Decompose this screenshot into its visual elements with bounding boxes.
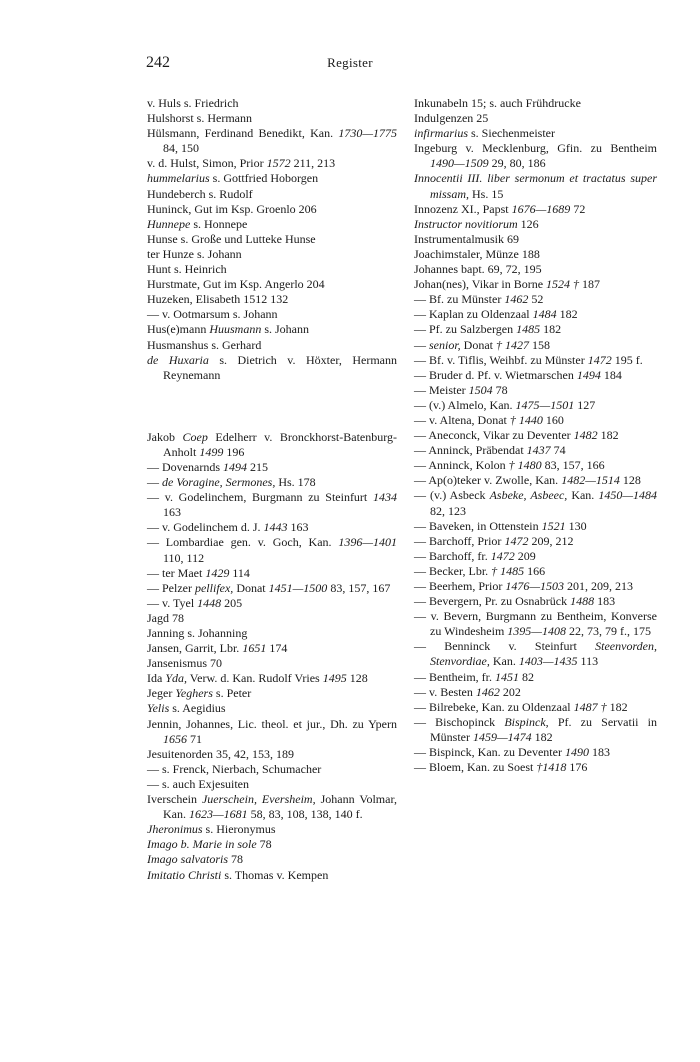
entry-text-segment: Jesuitenorden 35, 42, 153, 189 [147, 746, 294, 761]
entry-text-segment: 163 [287, 520, 309, 535]
index-entry [147, 611, 397, 626]
entry-italic-segment: 1472 [504, 533, 529, 548]
entry-text-segment: — Bevergern, Pr. zu Osnabrück [414, 594, 571, 609]
entry-italic-segment: Asbeke, Asbeec, [489, 488, 568, 503]
entry-italic-segment: 1472 [490, 548, 515, 563]
index-entry [414, 700, 657, 715]
entry-italic-segment: 1490—1509 [430, 156, 489, 171]
entry-italic-segment: Juerschein, Eversheim, [201, 792, 316, 807]
entry-text-segment: — Bischopinck [414, 714, 505, 729]
page-number: 242 [146, 54, 170, 71]
entry-text-segment: v. Huls s. Friedrich [147, 96, 239, 110]
entry-italic-segment: 1494 [222, 459, 247, 474]
index-entry [147, 490, 397, 520]
entry-text-segment: 184 [600, 367, 622, 382]
entry-italic-segment: 1451—1500 [268, 580, 328, 595]
entry-text-segment: Pf. zu Servatii in Münster [430, 714, 658, 744]
entry-text-segment: 209 [514, 548, 536, 563]
entry-text-segment: s. Honnepe [190, 216, 248, 231]
entry-text-segment: — ter Maet [147, 565, 206, 580]
index-entry [147, 171, 397, 186]
entry-text-segment: 195 f. [611, 352, 643, 367]
entry-italic-segment: Yda, [165, 671, 188, 686]
entry-text-segment: — Beerhem, Prior [414, 579, 506, 593]
entry-text-segment: 83, 157, 166 [541, 458, 605, 473]
entry-text-segment: Jakob [147, 429, 183, 444]
index-entry [147, 581, 397, 596]
right-column [414, 96, 657, 775]
entry-text-segment: — Dovenarnds [147, 459, 223, 474]
index-entry [147, 701, 397, 716]
index-entry [147, 262, 397, 277]
entry-text-segment: — Bf. v. Tiflis, Weihbf. zu Münster [414, 352, 588, 367]
entry-text-segment: — Bruder d. Pf. v. Wietmarschen [414, 367, 577, 382]
entry-italic-segment: Yeghers [175, 686, 213, 701]
entry-text-segment: Edelherr v. Bronckhorst-Batenburg-Anholt [163, 429, 397, 459]
entry-italic-segment: Bispinck, [504, 714, 549, 729]
entry-italic-segment: Hunnepe [147, 216, 191, 231]
entry-text-segment: 113 [577, 654, 599, 669]
entry-text-segment: s. Siechenmeister [468, 126, 555, 141]
entry-italic-segment: 1459—1474 [473, 729, 532, 744]
entry-text-segment: — Bilrebeke, Kan. zu Oldenzaal [414, 699, 574, 714]
entry-italic-segment: 1485 [516, 322, 541, 337]
index-entry [147, 247, 397, 262]
index-entry [147, 353, 397, 383]
section-gap [147, 383, 397, 430]
entry-text-segment: 82 [519, 669, 534, 684]
entry-text-segment: Inkunabeln 15; s. auch Frühdrucke [414, 96, 581, 110]
index-entry [147, 868, 397, 883]
entry-text-segment: 71 [187, 731, 202, 746]
entry-italic-segment: 1472 [587, 352, 612, 367]
entry-text-segment: 158 [529, 337, 550, 352]
index-entry [147, 277, 397, 292]
left-column [147, 96, 397, 883]
index-entry [147, 837, 397, 852]
entry-text-segment: 22, 73, 79 f., 175 [565, 624, 651, 639]
entry-text-segment: — Lombardiae gen. v. Goch, Kan. [147, 535, 339, 550]
entry-text-segment: 209, 212 [528, 533, 574, 548]
entry-italic-segment: 1572 [266, 156, 291, 171]
entry-text-segment: 183 [588, 745, 610, 760]
entry-text-segment: — Bloem, Kan. zu Soest [414, 760, 537, 775]
index-entry [147, 187, 397, 202]
entry-text-segment: Jennin, Johannes, Lic. theol. et jur., Dh. zu Ypern [147, 716, 397, 731]
index-entry [147, 822, 397, 837]
entry-italic-segment: 1476—1503 [505, 579, 564, 593]
entry-italic-segment: Coep [182, 429, 208, 444]
entry-italic-segment: pellifex, [194, 580, 234, 595]
index-entry [147, 307, 397, 322]
entry-italic-segment: 1396—1401 [338, 535, 397, 550]
entry-text-segment: Jagd 78 [147, 610, 184, 625]
entry-text-segment: — Anninck, Kolon [414, 458, 509, 473]
entry-text-segment: Iverschein [147, 792, 202, 807]
index-entry [414, 277, 657, 292]
entry-italic-segment: Imago b. Marie in sole [147, 837, 257, 852]
entry-italic-segment: 1730—1775 [338, 126, 397, 141]
entry-text-segment: — Bf. zu Münster [414, 292, 505, 307]
entry-text-segment: s. Hieronymus [202, 822, 276, 837]
entry-italic-segment: 1403—1435 [518, 654, 578, 669]
entry-italic-segment: 1490 [564, 745, 589, 760]
index-entry [147, 126, 397, 156]
index-entry [147, 96, 397, 111]
entry-text-segment: Johan(nes), Vikar in Borne [414, 277, 547, 292]
entry-text-segment: Jansenismus 70 [147, 656, 222, 671]
entry-text-segment: Kan. [489, 654, 519, 669]
index-entry [414, 473, 657, 488]
entry-text-segment: Hulshorst s. Hermann [147, 111, 252, 126]
entry-text-segment: — v. Besten [414, 684, 476, 699]
entry-text-segment: 74 [550, 443, 566, 458]
entry-italic-segment: senior, [429, 337, 461, 352]
entry-text-segment: — v. Ootmarsum s. Johann [147, 307, 278, 322]
entry-italic-segment: 1504 [468, 382, 493, 397]
entry-text-segment: — v. Godelinchem d. J. [147, 520, 264, 535]
index-entry [147, 338, 397, 353]
entry-text-segment: Husmanshus s. Gerhard [147, 337, 262, 352]
entry-text-segment: s. Gottfried Hoborgen [209, 171, 319, 186]
index-entry [414, 534, 657, 549]
entry-text-segment: 201, 209, 213 [563, 579, 633, 593]
entry-text-segment: Hunt s. Heinrich [147, 262, 227, 277]
entry-text-segment: 72 [570, 201, 586, 216]
index-entry [147, 292, 397, 307]
index-entry [414, 579, 657, 594]
entry-text-segment: 58, 83, 108, 138, 140 f. [247, 807, 363, 822]
entry-text-segment: 215 [246, 459, 268, 474]
entry-text-segment: — Aneconck, Vikar zu Deventer [414, 428, 574, 443]
entry-text-segment: — Meister [414, 382, 469, 397]
entry-italic-segment: † 1480 [508, 458, 542, 473]
index-entry [414, 338, 657, 353]
entry-text-segment: — Bentheim, fr. [414, 669, 495, 684]
entry-text-segment: — Barchoff, Prior [414, 533, 505, 548]
index-entry [414, 217, 657, 232]
index-entry [414, 141, 657, 171]
entry-text-segment: Hunse s. Große und Lutteke Hunse [147, 231, 316, 246]
entry-text-segment: 126 [517, 216, 539, 231]
entry-text-segment: — Bispinck, Kan. zu Deventer [414, 745, 565, 760]
entry-text-segment: Instrumentalmusik 69 [414, 231, 519, 246]
entry-text-segment: 78 [228, 852, 243, 867]
entry-text-segment: — Kaplan zu Oldenzaal [414, 307, 533, 322]
entry-italic-segment: 1429 [205, 565, 230, 580]
entry-text-segment: s. Aegidius [169, 701, 226, 716]
entry-text-segment: 84, 150 [163, 141, 199, 156]
entry-text-segment: Donat [233, 580, 269, 595]
entry-text-segment: — [147, 475, 162, 490]
entry-text-segment: — Pelzer [147, 580, 195, 595]
entry-text-segment: Kan. [567, 488, 599, 503]
entry-italic-segment: 1451 [495, 669, 519, 684]
index-entry [414, 488, 657, 518]
entry-italic-segment: 1475—1501 [515, 397, 575, 412]
index-entry [147, 686, 397, 701]
entry-italic-segment: 1623—1681 [189, 807, 248, 822]
entry-italic-segment: Yelis [147, 701, 170, 716]
entry-italic-segment: 1462 [475, 684, 500, 699]
entry-text-segment: 29, 80, 186 [488, 156, 546, 171]
entry-text-segment: Hundeberch s. Rudolf [147, 186, 253, 201]
index-entry [147, 111, 397, 126]
running-head: Register [327, 55, 373, 70]
entry-text-segment: Hus(e)mann [147, 322, 210, 337]
index-entry [147, 641, 397, 656]
entry-text-segment: s. Thomas v. Kempen [221, 867, 329, 882]
index-entry [147, 202, 397, 217]
index-entry [414, 458, 657, 473]
entry-text-segment: 78 [492, 382, 508, 397]
index-entry [414, 594, 657, 609]
entry-italic-segment: 1482 [573, 428, 598, 443]
index-entry [414, 292, 657, 307]
entry-text-segment: Huninck, Gut im Ksp. Groenlo 206 [147, 201, 317, 216]
entry-italic-segment: 1484 [532, 307, 557, 322]
index-entry [414, 398, 657, 413]
entry-text-segment: 211, 213 [290, 156, 336, 171]
entry-text-segment: Johann Volmar, Kan. [163, 792, 397, 822]
entry-text-segment: Jeger [147, 686, 176, 701]
entry-italic-segment: Steenvorden, Stenvordiae, [430, 639, 657, 669]
index-entry [414, 519, 657, 534]
index-entry [414, 96, 657, 111]
entry-text-segment: Hs. 15 [469, 186, 504, 201]
index-entry [414, 383, 657, 398]
entry-text-segment: 176 [566, 760, 588, 775]
entry-text-segment: 182 [606, 699, 628, 714]
index-entry [414, 685, 657, 700]
entry-text-segment: 166 [524, 563, 546, 578]
entry-text-segment: 182 [531, 729, 553, 744]
entry-italic-segment: Imitatio Christi [147, 867, 222, 882]
entry-text-segment: — Anninck, Präbendat [414, 443, 527, 458]
index-entry [147, 566, 397, 581]
entry-italic-segment: 1450—1484 [598, 488, 657, 503]
entry-text-segment: — v. Godelinchem, Burgmann zu Steinfurt [147, 490, 373, 505]
entry-text-segment: — Barchoff, fr. [414, 548, 491, 563]
index-entry [147, 717, 397, 747]
entry-italic-segment: 1462 [504, 292, 529, 307]
entry-italic-segment: 1656 [163, 731, 187, 746]
entry-text-segment: Joachimstaler, Münze 188 [414, 246, 540, 261]
entry-text-segment: s. Johann [261, 322, 310, 337]
entry-text-segment: 114 [229, 565, 250, 580]
entry-italic-segment: 1499 [199, 444, 224, 459]
entry-text-segment: 160 [542, 412, 564, 427]
index-entry [147, 626, 397, 641]
entry-text-segment: s. Peter [212, 686, 252, 701]
index-entry [414, 670, 657, 685]
index-entry [414, 413, 657, 428]
entry-text-segment: ter Hunze s. Johann [147, 246, 242, 261]
entry-text-segment: Jansen, Garrit, Lbr. [147, 641, 243, 656]
index-entry [414, 428, 657, 443]
index-entry [414, 171, 657, 201]
entry-italic-segment: 1434 [373, 490, 397, 505]
entry-text-segment: v. d. Hulst, Simon, Prior [147, 156, 267, 171]
index-entry [414, 232, 657, 247]
entry-italic-segment: 1487 † [573, 699, 607, 714]
index-entry [414, 368, 657, 383]
index-entry [147, 596, 397, 611]
entry-text-segment: 127 [574, 397, 596, 412]
entry-text-segment: — (v.) Asbeck [414, 488, 490, 503]
index-entry [414, 322, 657, 337]
entry-italic-segment: Innocentii III. liber sermonum et tractatus super missam, [414, 171, 657, 201]
entry-text-segment: 182 [540, 322, 562, 337]
index-entry [414, 745, 657, 760]
entry-text-segment: Innozenz XI., Papst [414, 201, 512, 216]
entry-text-segment: 110, 112 [163, 550, 205, 565]
entry-text-segment: Donat [460, 337, 496, 352]
entry-text-segment: 82, 123 [430, 503, 466, 518]
entry-text-segment: — v. Bevern, Burgmann zu Bentheim, Konverse zu Windesheim [414, 609, 657, 639]
entry-italic-segment: † 1485 [491, 563, 525, 578]
index-entry [147, 430, 397, 460]
entry-italic-segment: 1482—1514 [561, 473, 620, 488]
entry-italic-segment: Jheronimus [147, 822, 203, 837]
entry-italic-segment: 1676—1689 [511, 201, 571, 216]
entry-italic-segment: 1443 [263, 520, 288, 535]
entry-text-segment: 52 [528, 292, 544, 307]
entry-italic-segment: Huusmann [209, 322, 262, 337]
entry-text-segment: Ingeburg v. Mecklenburg, Gfin. zu Bentheim [414, 141, 657, 156]
index-entry [414, 307, 657, 322]
entry-text-segment: — (v.) Almelo, Kan. [414, 397, 516, 412]
entry-text-segment: Verw. d. Kan. Rudolf Vries [187, 671, 323, 686]
index-entry [147, 322, 397, 337]
index-entry [147, 777, 397, 792]
index-entry [414, 715, 657, 745]
entry-text-segment: 163 [163, 505, 181, 520]
entry-italic-segment: 1651 [242, 641, 267, 656]
entry-italic-segment: † 1440 [509, 412, 543, 427]
entry-text-segment: — v. Altena, Donat [414, 412, 510, 427]
entry-text-segment: 128 [619, 473, 641, 488]
entry-text-segment: — [414, 337, 429, 352]
entry-text-segment: Hs. 178 [275, 475, 316, 490]
entry-text-segment: — Benninck v. Steinfurt [414, 639, 596, 654]
entry-italic-segment: de Huxaria [147, 352, 209, 367]
entry-text-segment: 196 [223, 444, 245, 459]
entry-text-segment: — s. auch Exjesuiten [147, 776, 249, 791]
index-entry [147, 217, 397, 232]
entry-italic-segment: 1521 [541, 518, 566, 533]
entry-text-segment: Indulgenzen 25 [414, 111, 489, 126]
entry-italic-segment: hummelarius [147, 171, 210, 186]
entry-text-segment: 187 [579, 277, 601, 292]
entry-italic-segment: Imago salvatoris [147, 852, 228, 867]
entry-text-segment: 83, 157, 167 [327, 580, 391, 595]
entry-italic-segment: infirmarius [414, 126, 469, 141]
entry-text-segment: 128 [346, 671, 368, 686]
index-entry [147, 156, 397, 171]
index-entry [147, 460, 397, 475]
entry-italic-segment: 1524 † [546, 277, 580, 292]
entry-text-segment: — v. Tyel [147, 595, 198, 610]
index-entry [147, 475, 397, 490]
index-entry [414, 262, 657, 277]
entry-text-segment: — Baveken, in Ottenstein [414, 518, 542, 533]
entry-text-segment: 205 [221, 595, 243, 610]
entry-italic-segment: de Voragine, Sermones, [162, 475, 276, 490]
entry-italic-segment: 1495 [322, 671, 347, 686]
entry-italic-segment: †1418 [536, 760, 567, 775]
index-entry [147, 852, 397, 867]
index-entry [147, 671, 397, 686]
entry-text-segment: — Becker, Lbr. [414, 563, 492, 578]
index-entry [147, 656, 397, 671]
entry-text-segment: Hurstmate, Gut im Ksp. Angerlo 204 [147, 277, 325, 292]
entry-text-segment: — s. Frenck, Nierbach, Schumacher [147, 761, 322, 776]
entry-text-segment: Janning s. Johanning [147, 626, 248, 640]
entry-italic-segment: 1488 [570, 594, 595, 609]
entry-italic-segment: 1448 [197, 595, 222, 610]
index-entry [147, 762, 397, 777]
index-entry [147, 792, 397, 822]
entry-text-segment: 182 [556, 307, 578, 322]
index-entry [147, 520, 397, 535]
entry-text-segment: Ida [147, 671, 166, 686]
entry-text-segment: — Ap(o)teker v. Zwolle, Kan. [414, 473, 562, 488]
entry-text-segment: 202 [499, 684, 521, 699]
index-entry [414, 564, 657, 579]
index-entry [414, 609, 657, 639]
entry-italic-segment: † 1427 [496, 337, 529, 352]
index-entry [414, 202, 657, 217]
entry-italic-segment: 1395—1408 [507, 624, 566, 639]
index-entry [414, 639, 657, 669]
entry-text-segment: 183 [594, 594, 616, 609]
index-entry [147, 535, 397, 565]
entry-italic-segment: Instructor novitiorum [414, 216, 518, 231]
index-entry [414, 247, 657, 262]
entry-italic-segment: 1494 [576, 367, 601, 382]
index-entry [147, 232, 397, 247]
entry-text-segment: 78 [256, 837, 272, 852]
entry-italic-segment: 1437 [526, 443, 551, 458]
entry-text-segment: 130 [565, 518, 587, 533]
index-entry [414, 760, 657, 775]
entry-text-segment: — Pf. zu Salzbergen [414, 322, 517, 337]
index-entry [414, 126, 657, 141]
entry-text-segment: Huzeken, Elisabeth 1512 132 [147, 292, 289, 307]
entry-text-segment: Hülsmann, Ferdinand Benedikt, Kan. [147, 126, 339, 141]
entry-text-segment: Johannes bapt. 69, 72, 195 [414, 262, 542, 277]
entry-text-segment: s. Dietrich v. Höxter, Hermann Reynemann [163, 352, 397, 382]
index-entry [414, 549, 657, 564]
entry-text-segment: 174 [266, 641, 288, 656]
index-entry [147, 747, 397, 762]
entry-text-segment: 182 [597, 428, 619, 443]
index-entry [414, 443, 657, 458]
index-entry [414, 353, 657, 368]
index-entry [414, 111, 657, 126]
